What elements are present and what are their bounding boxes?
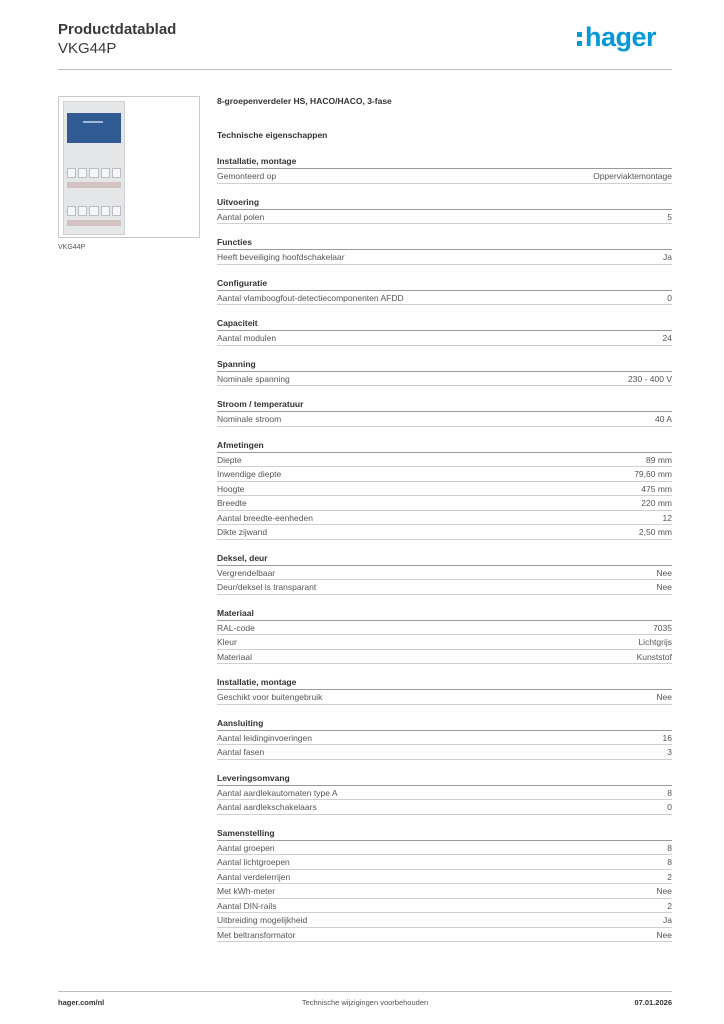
spec-row: [217, 800, 672, 815]
spec-value: 8: [667, 857, 672, 867]
page-header: [58, 20, 672, 58]
spec-row: [217, 412, 672, 427]
spec-value: 24: [662, 333, 672, 343]
footer-divider: [58, 991, 672, 992]
spec-groups: [217, 155, 672, 942]
spec-group-heading: Afmetingen: [217, 439, 672, 453]
logo-dots-icon: [577, 32, 582, 46]
spec-label: Nominale spanning: [217, 373, 290, 384]
spec-group-heading: Samenstelling: [217, 827, 672, 841]
spec-label: Aantal groepen: [217, 842, 275, 853]
image-caption: VKG44P: [58, 244, 86, 251]
spec-row: [217, 511, 672, 526]
spec-value: Ja: [663, 252, 672, 262]
spec-value: 40 A: [654, 414, 672, 424]
spec-group-heading: Functies: [217, 236, 672, 250]
spec-group-heading: Stroom / temperatuur: [217, 398, 672, 412]
spec-label: Aantal lichtgroepen: [217, 857, 290, 867]
spec-row: [217, 250, 672, 265]
spec-label: Vergrendelbaar: [217, 567, 276, 578]
spec-value: 3: [667, 747, 672, 757]
spec-value: Lichtgrijs: [638, 637, 672, 647]
spec-label: Geschikt voor buitengebruik: [217, 692, 323, 702]
spec-row: [217, 482, 672, 497]
spec-row: [217, 650, 672, 665]
spec-label: Aantal polen: [217, 211, 265, 222]
spec-group-heading: Leveringsomvang: [217, 772, 672, 786]
spec-label: RAL-code: [217, 622, 255, 633]
spec-group: [217, 358, 672, 387]
spec-group-heading: Deksel, deur: [217, 552, 672, 566]
spec-group: [217, 236, 672, 265]
spec-value: 89 mm: [646, 454, 672, 465]
spec-value: Nee: [656, 567, 672, 578]
spec-row: [217, 169, 672, 184]
spec-row: [217, 841, 672, 856]
logo-text: hager: [584, 22, 656, 52]
spec-row: [217, 453, 672, 468]
spec-value: 0: [667, 292, 672, 303]
spec-value: 8: [667, 842, 672, 853]
spec-label: Heeft beveiliging hoofdschakelaar: [217, 252, 345, 262]
spec-group: [217, 676, 672, 705]
spec-row: [217, 566, 672, 581]
spec-label: Inwendige diepte: [217, 469, 282, 479]
header-divider: [58, 69, 672, 70]
spec-row: [217, 899, 672, 914]
spec-value: Nee: [656, 886, 672, 896]
spec-row: [217, 690, 672, 705]
product-image: [58, 96, 200, 238]
spec-value: 230 - 400 V: [628, 373, 672, 384]
spec-label: Aantal vlamboogfout-detectiecomponenten AFDD: [217, 292, 404, 303]
spec-row: [217, 635, 672, 650]
spec-row: [217, 467, 672, 482]
spec-group: [217, 317, 672, 346]
spec-group-heading: Aansluiting: [217, 717, 672, 731]
spec-value: 2: [667, 900, 672, 911]
distribution-board-icon: [63, 101, 125, 235]
spec-value: 12: [662, 512, 672, 523]
spec-group-heading: Spanning: [217, 358, 672, 372]
spec-label: Aantal aardlekschakelaars: [217, 802, 317, 812]
spec-label: Aantal fasen: [217, 747, 265, 757]
spec-group: [217, 439, 672, 540]
spec-value: 475 mm: [641, 483, 672, 494]
product-description: 8-groepenverdeler HS, HACO/HACO, 3-fase: [217, 96, 392, 106]
spec-group: [217, 552, 672, 595]
spec-row: [217, 855, 672, 870]
spec-row: [217, 870, 672, 885]
spec-label: Uitbreiding mogelijkheid: [217, 915, 308, 925]
spec-group: [217, 277, 672, 306]
spec-value: 16: [662, 732, 672, 743]
spec-value: Nee: [656, 582, 672, 592]
spec-row: [217, 525, 672, 540]
spec-group-heading: Installatie, montage: [217, 155, 672, 169]
spec-group: [217, 827, 672, 943]
spec-content: [217, 94, 672, 954]
spec-value: Opperviaktemontage: [593, 171, 672, 181]
spec-group: [217, 607, 672, 665]
spec-group-heading: Materiaal: [217, 607, 672, 621]
spec-label: Breedte: [217, 498, 247, 508]
spec-value: 0: [667, 802, 672, 812]
spec-label: Deur/deksel is transparant: [217, 582, 317, 592]
spec-row: [217, 291, 672, 306]
spec-row: [217, 913, 672, 928]
spec-label: Diepte: [217, 454, 242, 465]
spec-group: [217, 717, 672, 760]
spec-row: [217, 928, 672, 943]
spec-row: [217, 580, 672, 595]
spec-row: [217, 210, 672, 225]
spec-group-heading: Installatie, montage: [217, 676, 672, 690]
spec-label: Materiaal: [217, 651, 252, 662]
spec-value: 5: [667, 211, 672, 222]
spec-label: Gemonteerd op: [217, 171, 277, 181]
spec-label: Aantal verdelerrijen: [217, 871, 291, 882]
spec-value: 7035: [653, 622, 672, 633]
spec-value: 79,60 mm: [634, 469, 672, 479]
hager-logo: [577, 22, 656, 52]
spec-label: Kleur: [217, 637, 237, 647]
spec-group: [217, 772, 672, 815]
footer-website: hager.com/nl: [58, 998, 105, 1007]
spec-label: Aantal leidinginvoeringen: [217, 732, 312, 743]
spec-value: Nee: [656, 692, 672, 702]
spec-row: [217, 731, 672, 746]
spec-label: Aantal breedte-eenheden: [217, 512, 313, 523]
spec-group-heading: Configuratie: [217, 277, 672, 291]
spec-label: Aantal DIN-rails: [217, 900, 277, 911]
spec-group: [217, 398, 672, 427]
spec-label: Met beltransformator: [217, 929, 296, 940]
spec-label: Dikte zijwand: [217, 527, 268, 537]
spec-group-heading: Capaciteit: [217, 317, 672, 331]
footer-disclaimer: Technische wijzigingen voorbehouden: [301, 998, 429, 1007]
spec-label: Nominale stroom: [217, 414, 282, 424]
spec-value: Kunststof: [636, 651, 672, 662]
spec-row: [217, 496, 672, 511]
document-title: Productdatablad: [58, 21, 177, 38]
spec-row: [217, 621, 672, 636]
section-title: Technische eigenschappen: [217, 130, 328, 140]
spec-row: [217, 745, 672, 760]
spec-row: [217, 372, 672, 387]
spec-row: [217, 884, 672, 899]
product-code: VKG44P: [58, 40, 117, 57]
spec-value: 2: [667, 871, 672, 882]
spec-label: Met kWh-meter: [217, 886, 276, 896]
spec-value: 2,50 mm: [638, 527, 672, 537]
spec-group: [217, 155, 672, 184]
spec-label: Aantal aardlekautomaten type A: [217, 787, 338, 798]
spec-row: [217, 786, 672, 801]
spec-group: [217, 196, 672, 225]
spec-group-heading: Uitvoering: [217, 196, 672, 210]
footer-date: 07.01.2026: [634, 998, 672, 1007]
spec-label: Hoogte: [217, 483, 245, 494]
spec-value: Nee: [656, 929, 672, 940]
spec-row: [217, 331, 672, 346]
spec-value: Ja: [663, 915, 672, 925]
spec-value: 220 mm: [641, 498, 672, 508]
spec-value: 8: [667, 787, 672, 798]
spec-label: Aantal modulen: [217, 333, 277, 343]
